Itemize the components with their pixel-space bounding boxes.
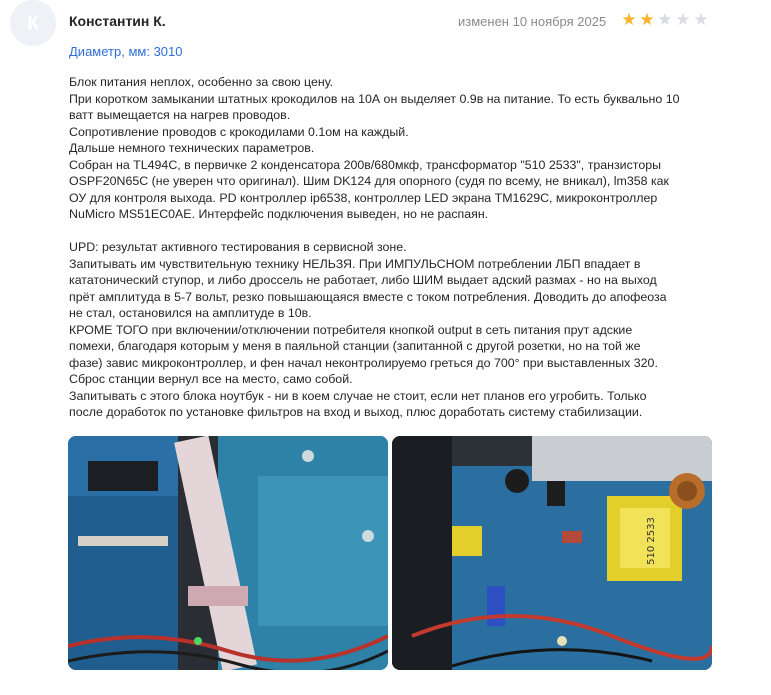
review-line: UPD: результат активного тестирования в сервисной зоне. (69, 240, 407, 254)
avatar-letter: К (27, 12, 39, 33)
avatar (10, 0, 56, 46)
review-line: NuMicro MS51EC0AE. Интерфейс подключения выведен, но не распаян. (69, 207, 489, 221)
review-line: Блок питания неплох, особенно за свою цену. (69, 75, 334, 89)
review-line: фазе) завис микроконтроллер, и фен начал неконтролируемо греться до 700° при выставленных 320. (69, 355, 658, 370)
review-line: кататонический ступор, и либо дроссель не работает, либо ШИМ выдает адский размах - но на выход (69, 273, 657, 287)
review-line: ватт вымещается на нагрев проводов. (69, 108, 291, 122)
review-line: При коротком замыкании штатных крокодилов на 10А он выделяет 0.9в на питание. То есть буквально 10 (69, 91, 680, 106)
review-photo-2[interactable] (392, 436, 712, 670)
rating-stars (621, 11, 709, 29)
review-line: Сброс станции вернул все на место, само собой. (69, 372, 353, 386)
review-line: после доработок по установке фильтров на вход и выход, плюс доработать систему стабилизации. (69, 405, 643, 419)
review-blank-line (69, 223, 719, 240)
star-icon: ★ (639, 10, 655, 29)
review-line: Сопротивление проводов с крокодилами 0.1ом на каждый. (69, 124, 409, 139)
review-text (69, 74, 719, 421)
review-line: Собран на TL494C, в первичке 2 конденсатора 200в/680мкф, трансформатор "510 2533", транзисторы (69, 157, 662, 172)
review-line: ОУ для контроля выхода. PD контроллер ip6538, контроллер LED экрана TM1629C, микроконтроллер (69, 190, 658, 205)
pcb-photo-2 (392, 436, 712, 670)
star-icon: ★ (657, 10, 673, 29)
star-icon: ★ (675, 10, 691, 29)
review-photo-1[interactable] (68, 436, 388, 670)
review-line: КРОМЕ ТОГО при включении/отключении потребителя кнопкой output в сеть питания прут адские (69, 322, 633, 337)
star-icon: ★ (621, 10, 637, 29)
parameter-label: Диаметр, мм: (69, 44, 150, 59)
parameter-value: 3010 (153, 44, 183, 59)
review-line: Запитывать с этого блока ноутбук - ни в коем случае не стоит, если нет планов его угробить. Только (69, 388, 647, 403)
product-parameter (69, 44, 182, 59)
star-icon: ★ (693, 10, 709, 29)
review-line: OSPF20N65C (не уверен что оригинал). Шим DK124 для опорного (судя по всему, не вникал), lm358 как (69, 174, 669, 188)
review-line: Дальше немного технических параметров. (69, 141, 315, 155)
review-line: Запитывать им чувствительную технику НЕЛЬЗЯ. При ИМПУЛЬСНОМ потреблении ЛБП впадает в (69, 256, 641, 271)
review-line: помехи, благодаря которым у меня в паяльной станции (запитанной с другой розетки, но на той же (69, 339, 641, 353)
transformer-label: 510 2533 (646, 517, 657, 565)
review-line: не стал, остановился на амплитуде в 10в. (69, 306, 312, 320)
review-line: прёт амплитуда в 5-7 вольт, резко повышающаяся вместе с током потребления. Доводить до апофеоза (69, 289, 667, 304)
review-author[interactable]: Константин К. (69, 13, 166, 29)
pcb-photo-1 (68, 436, 388, 670)
review-edited-date: изменен 10 ноября 2025 (458, 14, 607, 29)
